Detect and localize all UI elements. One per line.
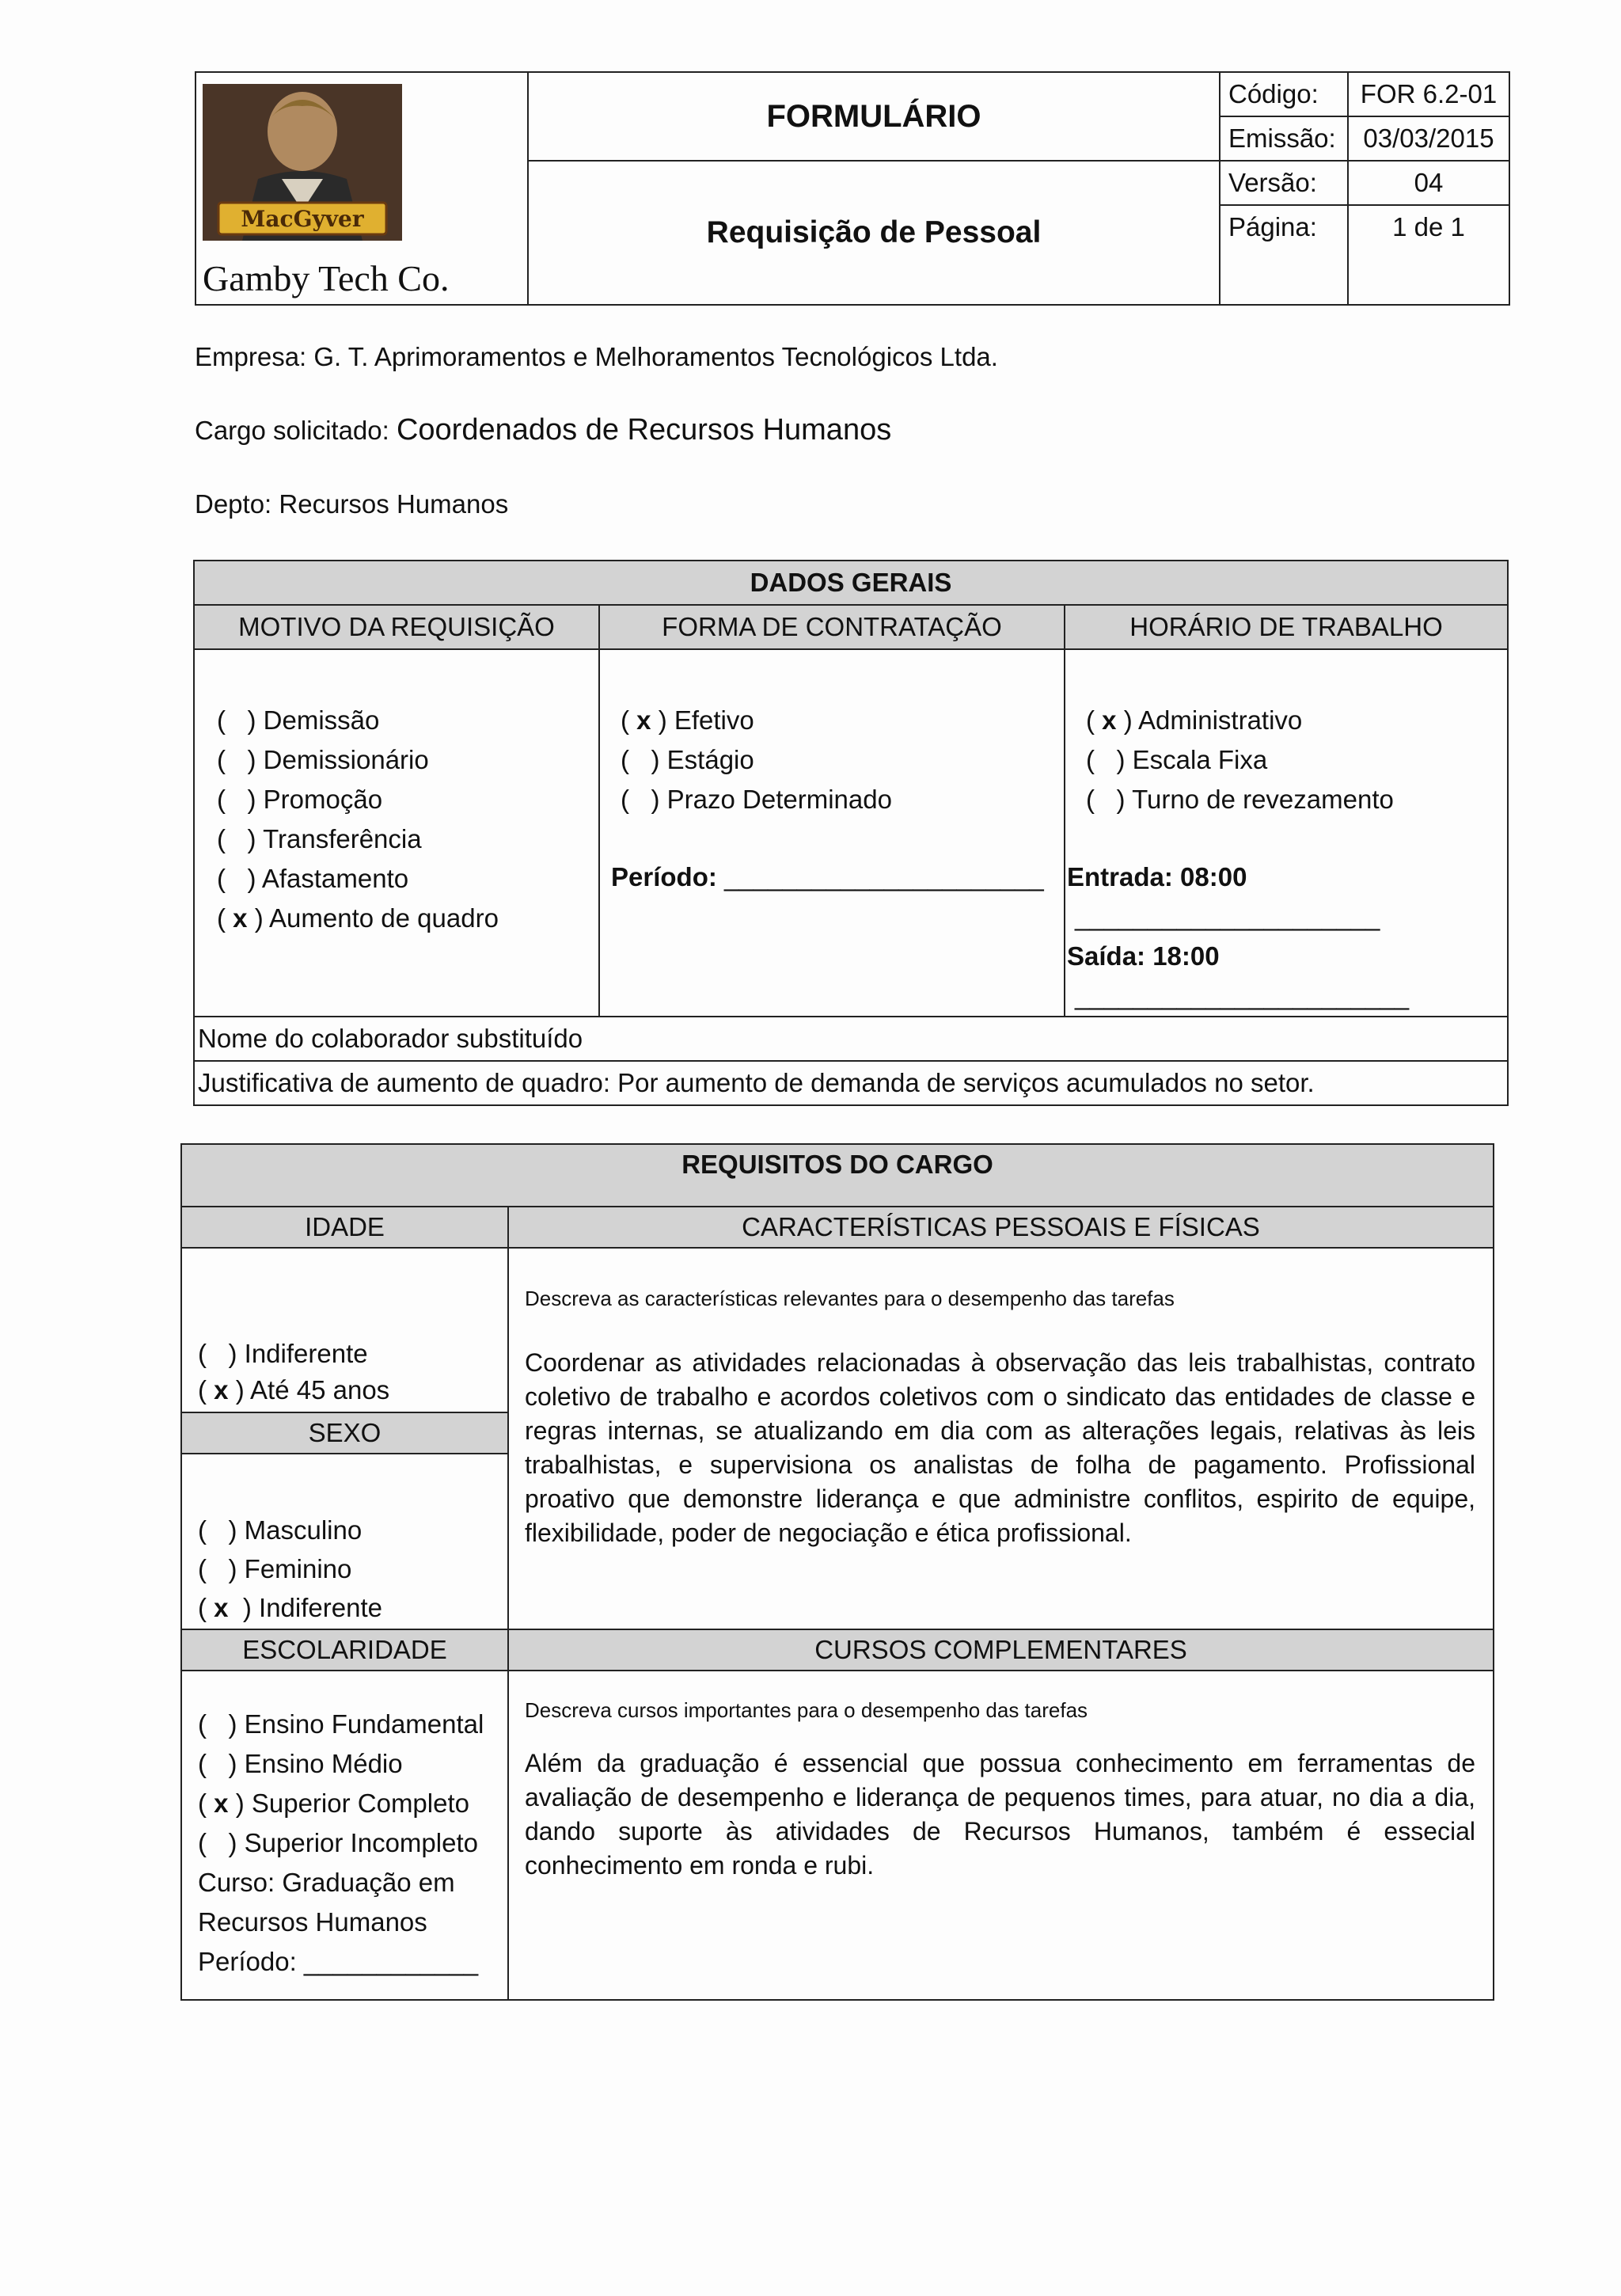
horario-options: [1065, 649, 1508, 1017]
meta-value-pagina: 1 de 1: [1348, 205, 1509, 305]
option-escala-fixa[interactable]: ( ) Escala Fixa: [1086, 745, 1268, 774]
col-idade: IDADE: [181, 1207, 508, 1248]
meta-label-codigo: Código:: [1220, 72, 1348, 116]
col-horario: HORÁRIO DE TRABALHO: [1065, 605, 1508, 649]
logo-cell: [196, 72, 528, 305]
option-superior-incompleto[interactable]: ( ) Superior Incompleto: [198, 1828, 478, 1857]
entrada-field: Entrada: 08:00: [1067, 862, 1247, 891]
escolaridade-periodo[interactable]: Período: ____________: [198, 1947, 479, 1976]
saida-blank[interactable]: _______________________: [1075, 981, 1410, 1010]
meta-label-versao: Versão:: [1220, 161, 1348, 205]
motivo-options: [194, 649, 599, 1017]
option-efetivo[interactable]: ( x ) Efetivo: [621, 705, 754, 735]
col-caracteristicas: CARACTERÍSTICAS PESSOAIS E FÍSICAS: [508, 1207, 1494, 1248]
col-motivo: MOTIVO DA REQUISIÇÃO: [194, 605, 599, 649]
idade-options: [181, 1248, 508, 1412]
depto-line: [195, 489, 508, 519]
option-promocao[interactable]: ( ) Promoção: [217, 785, 383, 814]
depto-value: Recursos Humanos: [279, 489, 509, 519]
meta-value-versao: 04: [1348, 161, 1509, 205]
option-ate-45[interactable]: ( x ) Até 45 anos: [198, 1375, 390, 1405]
col-escolaridade: ESCOLARIDADE: [181, 1629, 508, 1671]
col-cursos: CURSOS COMPLEMENTARES: [508, 1629, 1494, 1671]
cursos-cell: [508, 1671, 1494, 2000]
meta-value-emissao: 03/03/2015: [1348, 116, 1509, 161]
option-demissionario[interactable]: ( ) Demissionário: [217, 745, 429, 774]
caracteristicas-hint: Descreva as características relevantes para o desempenho das tarefas: [525, 1287, 1175, 1310]
meta-label-emissao: Emissão:: [1220, 116, 1348, 161]
entrada-blank[interactable]: _____________________: [1075, 902, 1380, 931]
option-feminino[interactable]: ( ) Feminino: [198, 1554, 352, 1583]
justificativa: Justificativa de aumento de quadro: Por aumento de demanda de serviços acumulados no setor.: [194, 1061, 1508, 1105]
option-sexo-indiferente[interactable]: ( x ) Indiferente: [198, 1593, 382, 1622]
periodo-field[interactable]: Período: ______________________: [611, 862, 1044, 891]
option-turno-revezamento[interactable]: ( ) Turno de revezamento: [1086, 785, 1394, 814]
cargo-label: Cargo solicitado:: [195, 416, 389, 445]
form-header: [195, 71, 1510, 306]
macgyver-logo: [203, 84, 402, 241]
curso-line-1: Curso: Graduação em: [198, 1868, 455, 1897]
company-name: Gamby Tech Co.: [203, 258, 450, 298]
option-masculino[interactable]: ( ) Masculino: [198, 1515, 363, 1545]
forma-options: [599, 649, 1065, 1017]
form-type: FORMULÁRIO: [528, 72, 1220, 161]
caracteristicas-text[interactable]: Coordenar as atividades relacionadas à observação das leis trabalhistas, contrato coletivo de trabalho e acordos coletivos com o sindicato das entidades de classe e regras internas, se atualizando em dia com as alterações legais, relativas às leis trabalhistas, e supervisiona os analistas de folha de pagamento. Profissional proativo que demonstre liderança e que administre conflitos, espirito de equipe, flexibilidade, poder de negociação e ética profissional.: [525, 1348, 1476, 1547]
sexo-title: SEXO: [181, 1412, 508, 1454]
form-title: Requisição de Pessoal: [528, 161, 1220, 305]
meta-label-pagina: Página:: [1220, 205, 1348, 305]
col-forma: FORMA DE CONTRATAÇÃO: [599, 605, 1065, 649]
requisitos-title: REQUISITOS DO CARGO: [181, 1144, 1494, 1207]
option-demissao[interactable]: ( ) Demissão: [217, 705, 380, 735]
dados-gerais-table: [193, 560, 1509, 1106]
depto-label: Depto:: [195, 489, 272, 519]
empresa-line: [195, 342, 998, 372]
cargo-line: [195, 413, 891, 447]
sexo-options: [181, 1454, 508, 1629]
saida-field: Saída: 18:00: [1067, 941, 1220, 971]
empresa-value: G. T. Aprimoramentos e Melhoramentos Tecnológicos Ltda.: [313, 342, 998, 371]
requisitos-table: [180, 1143, 1494, 2001]
option-idade-indiferente[interactable]: ( ) Indiferente: [198, 1339, 368, 1368]
option-afastamento[interactable]: ( ) Afastamento: [217, 864, 409, 893]
cursos-text[interactable]: Além da graduação é essencial que possua conhecimento em ferramentas de avaliação de desempenho e liderança de pequenos times, para atuar, no dia a dia, dando suporte às atividades de Recursos Humanos, também é essecial conhecimento em ronda e rubi.: [525, 1749, 1476, 1880]
option-administrativo[interactable]: ( x ) Administrativo: [1086, 705, 1303, 735]
meta-value-codigo: FOR 6.2-01: [1348, 72, 1509, 116]
caracteristicas-cell: [508, 1248, 1494, 1629]
cargo-value: Coordenados de Recursos Humanos: [396, 413, 892, 447]
cursos-hint: Descreva cursos importantes para o desempenho das tarefas: [525, 1698, 1088, 1722]
option-superior-completo[interactable]: ( x ) Superior Completo: [198, 1789, 469, 1818]
dados-gerais-title: DADOS GERAIS: [194, 561, 1508, 605]
option-estagio[interactable]: ( ) Estágio: [621, 745, 754, 774]
colaborador-substituido: Nome do colaborador substituído: [194, 1017, 1508, 1061]
curso-line-2: Recursos Humanos: [198, 1907, 427, 1937]
option-ensino-medio[interactable]: ( ) Ensino Médio: [198, 1749, 403, 1778]
option-prazo-determinado[interactable]: ( ) Prazo Determinado: [621, 785, 892, 814]
escolaridade-options: [181, 1671, 508, 2000]
empresa-label: Empresa:: [195, 342, 307, 371]
logo-label: MacGyver: [241, 206, 364, 232]
option-transferencia[interactable]: ( ) Transferência: [217, 824, 422, 853]
option-ensino-fundamental[interactable]: ( ) Ensino Fundamental: [198, 1709, 484, 1739]
option-aumento-quadro[interactable]: ( x ) Aumento de quadro: [217, 903, 499, 933]
